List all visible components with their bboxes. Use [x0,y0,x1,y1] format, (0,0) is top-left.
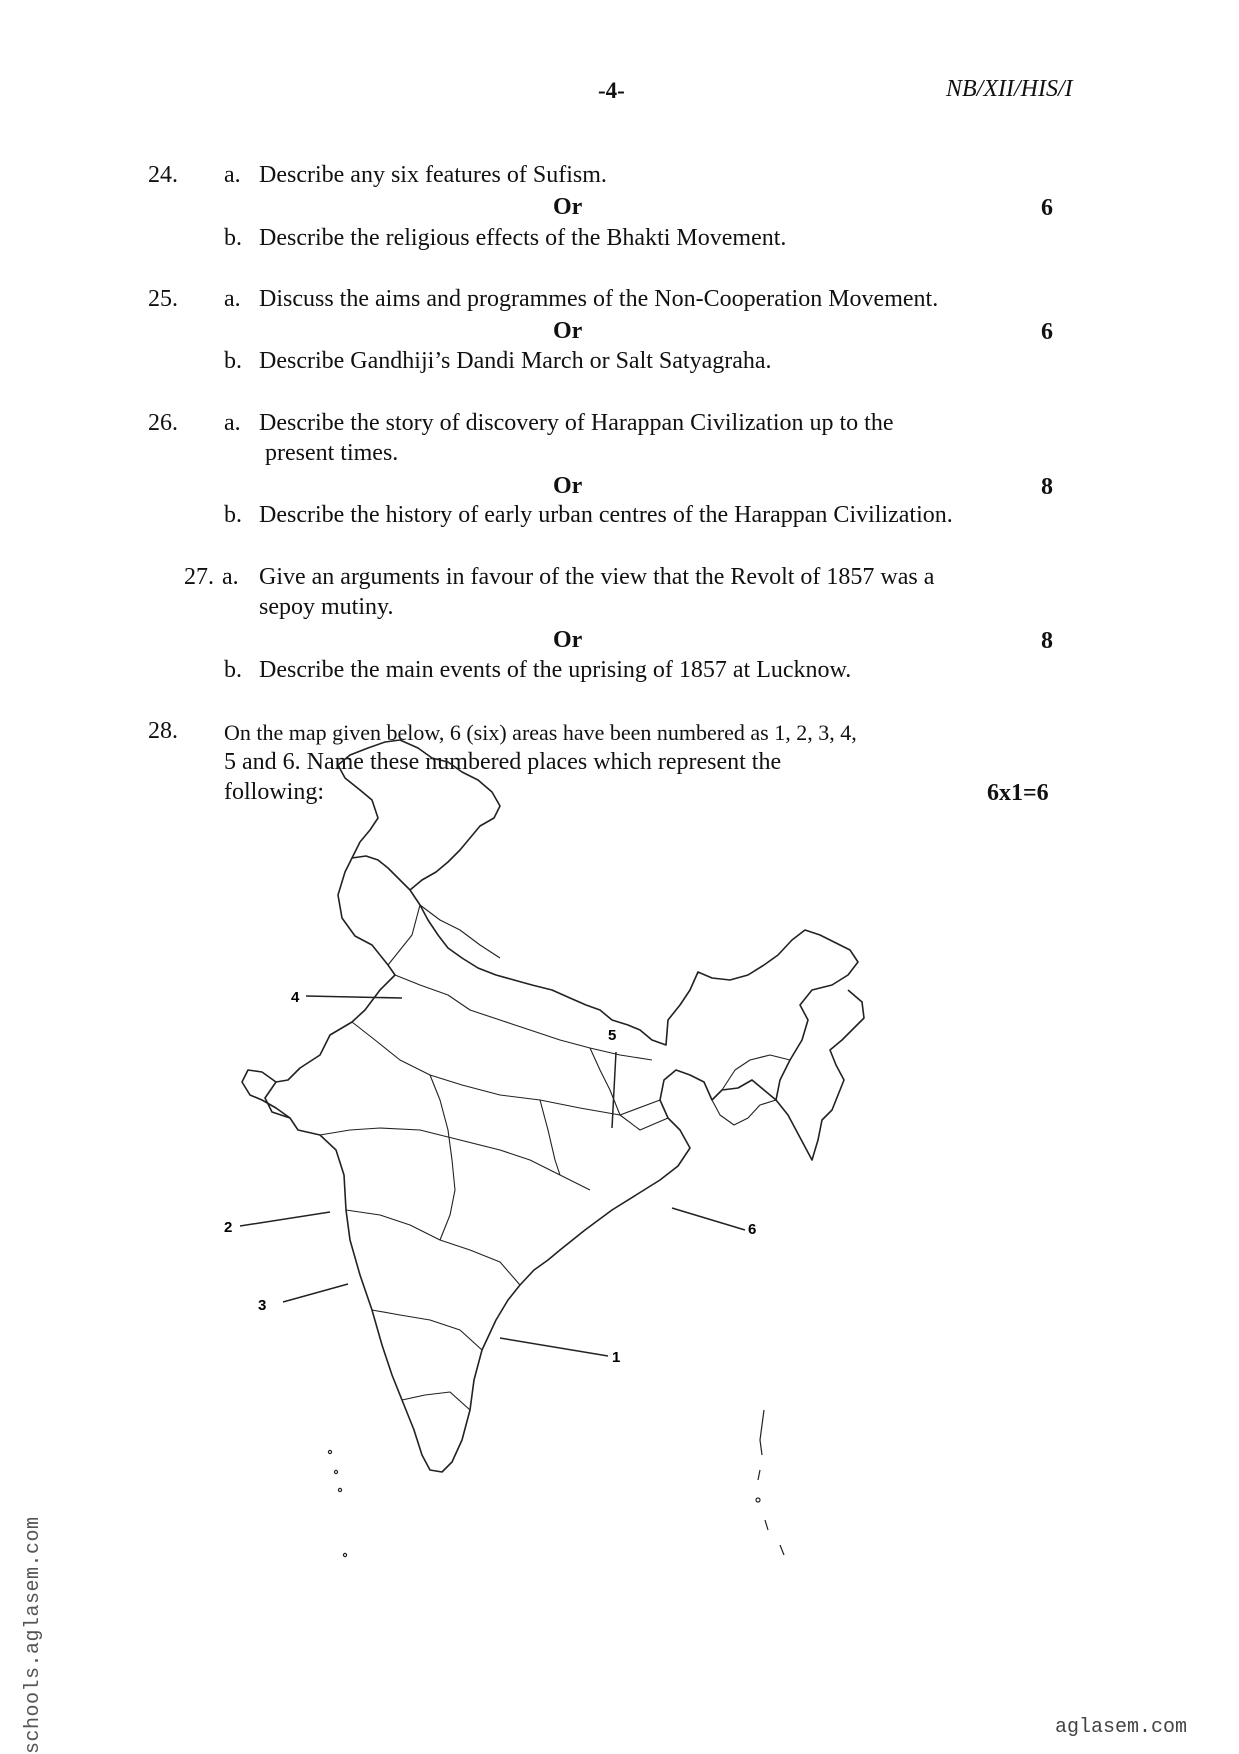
or-separator: Or [553,318,583,344]
map-label-2: 2 [224,1219,233,1236]
watermark-left: schools.aglasem.com [22,1516,45,1754]
page-number: -4- [598,78,625,103]
pointer-line-5 [612,1052,616,1128]
state-boundary [430,1075,455,1240]
pointer-line-1 [500,1338,608,1356]
map-label-1: 1 [612,1349,621,1366]
state-boundary [420,905,500,958]
state-boundary [712,1100,776,1125]
state-boundary [388,905,420,965]
marks: 6 [1041,319,1053,345]
option-label: b. [224,657,242,683]
question-text-continued: sepoy mutiny. [259,594,394,620]
question-text-continued: following: [224,779,324,805]
option-label: a. [224,162,241,188]
pointer-line-3 [283,1284,348,1302]
question-text: On the map given below, 6 (six) areas have been numbered as 1, 2, 3, 4, [224,720,857,745]
watermark-right: aglasem.com [1055,1716,1188,1739]
question-text-continued: 5 and 6. Name these numbered places which represent the [224,749,782,775]
question-number: 24. [148,162,178,188]
marks: 8 [1041,474,1053,500]
state-boundary [540,1100,560,1175]
option-label: a. [222,564,239,590]
question-text: Describe Gandhiji’s Dandi March or Salt Satyagraha. [259,348,772,374]
pointer-line-4 [306,996,402,998]
question-text: Describe the religious effects of the Bhakti Movement. [259,225,787,251]
state-boundary [395,975,652,1060]
question-text: Discuss the aims and programmes of the Non-Cooperation Movement. [259,286,939,312]
state-boundary [372,1310,482,1350]
option-label: b. [224,502,242,528]
option-label: b. [224,225,242,251]
question-text: Give an arguments in favour of the view that the Revolt of 1857 was a [259,564,935,590]
pointer-line-2 [240,1212,330,1226]
question-number: 27. [184,564,214,590]
gujarat-outline [242,1070,290,1118]
marks: 6x1=6 [987,780,1049,806]
paper-code: NB/XII/HIS/I [946,76,1073,102]
marks: 6 [1041,195,1053,221]
or-separator: Or [553,473,583,499]
northeast-outline [776,990,864,1160]
marks: 8 [1041,628,1053,654]
question-text-continued: present times. [265,440,399,466]
question-number: 28. [148,718,178,744]
island-groups [328,1410,784,1557]
question-text: Describe the story of discovery of Harappan Civilization up to the [259,410,894,436]
kashmir-outline [338,740,500,890]
map-label-5: 5 [608,1027,617,1044]
question-number: 26. [148,410,178,436]
country-outline [265,856,858,1472]
state-boundary [402,1392,470,1410]
question-number: 25. [148,286,178,312]
or-separator: Or [553,194,583,220]
map-label-3: 3 [258,1297,267,1314]
option-label: a. [224,410,241,436]
option-label: b. [224,348,242,374]
or-separator: Or [553,627,583,653]
state-boundary [346,1210,520,1285]
question-text: Describe the history of early urban centres of the Harappan Civilization. [259,502,953,528]
question-text: Describe the main events of the uprising of 1857 at Lucknow. [259,657,852,683]
state-boundary [590,1048,668,1130]
map-label-4: 4 [291,989,300,1006]
question-text: Describe any six features of Sufism. [259,162,607,188]
pointer-line-6 [672,1208,745,1230]
option-label: a. [224,286,241,312]
map-label-6: 6 [748,1221,757,1238]
